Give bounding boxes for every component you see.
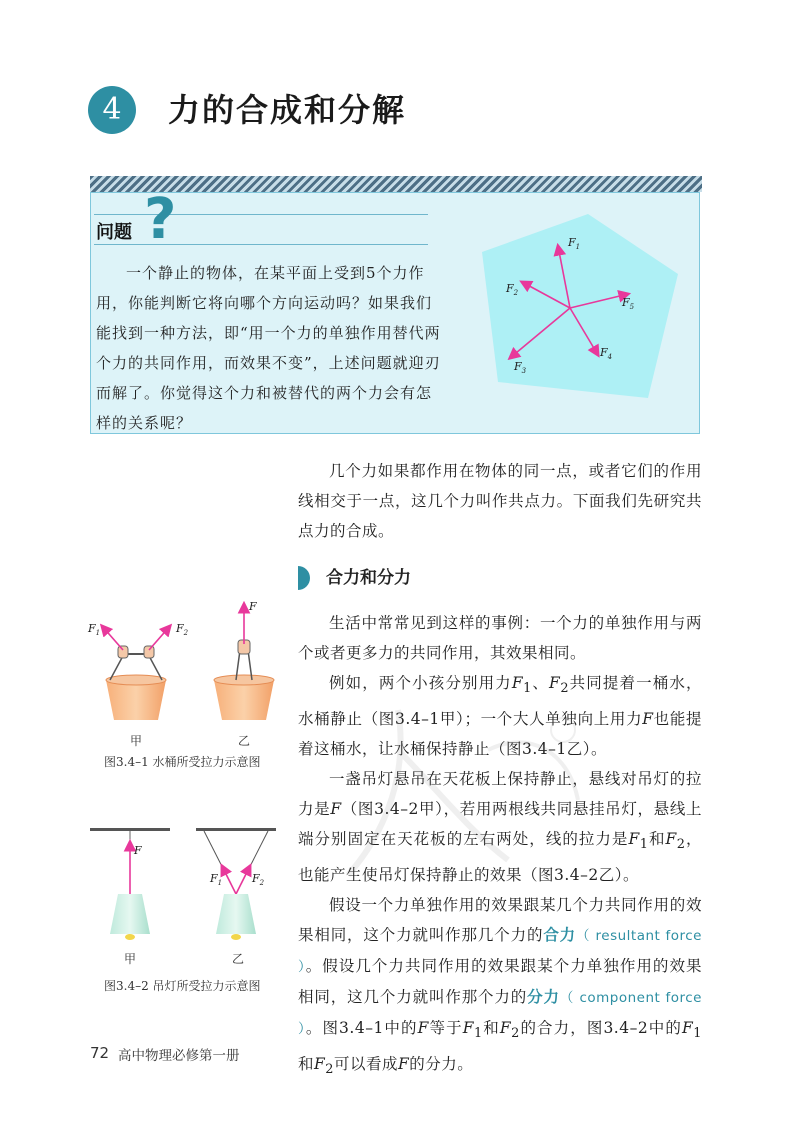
label-f5: $F_5$ [622, 296, 635, 311]
problem-text: 一个静止的物体，在某平面上受到5个力作用，你能判断它将向哪个方向运动吗？如果我们能找到一种方法，即“用一个力的单独作用替代两个力的共同作用，而效果不变”，上述问题就迎刃而解了。你觉得这个力和被替代的两个力会有怎样的关系呢？ [96, 264, 441, 432]
watermark-logo [338, 690, 598, 880]
fig2-label-f1: $F_1$ [210, 872, 223, 887]
label-f3: $F_3$ [514, 360, 527, 375]
paragraph-3: 一盏吊灯悬吊在天花板上保持静止，悬线对吊灯的拉力是F（图3.4–2甲），若用两根线共同悬挂吊灯，悬线上端分别固定在天花板的左右两处，线的拉力是$F_1$和$F_2$，也能产生使吊灯保持静止的效果（图3.4–2乙）。 [298, 770, 702, 885]
question-mark-icon: ? [144, 187, 177, 252]
bucket-left [102, 626, 170, 720]
section-number-badge: 4 [88, 86, 136, 134]
fig1-label-f2: $F_2$ [176, 622, 189, 637]
fig1-label-yi: 乙 [238, 734, 251, 748]
problem-box-hatch-border [90, 176, 702, 192]
figure1-caption: 图3.4–1 水桶所受拉力示意图 [104, 755, 261, 769]
bucket-right [214, 604, 274, 720]
page-title: 力的合成和分解 [168, 91, 407, 129]
fig1-label-f1: $F_1$ [88, 622, 101, 637]
subsection-title: 合力和分力 [326, 568, 411, 588]
five-forces-diagram [470, 210, 690, 410]
label-f1: $F_1$ [568, 236, 581, 251]
label-f4: $F_4$ [600, 346, 613, 361]
term-resultant-force: 合力 [543, 925, 577, 945]
label-f2: $F_2$ [506, 282, 519, 297]
fig1-label-jia: 甲 [130, 734, 143, 748]
figure2-caption: 图3.4–2 吊灯所受拉力示意图 [104, 979, 261, 993]
figure-3-4-2-lamp [86, 822, 286, 952]
fig2-label-yi: 乙 [232, 952, 245, 966]
fig2-label-jia: 甲 [124, 952, 137, 966]
intro-paragraph: 几个力如果都作用在物体的同一点，或者它们的作用线相交于一点，这几个力叫作共点力。下面我们先研究共点力的合成。 [298, 462, 702, 540]
term-component-force: 分力 [527, 987, 560, 1007]
paragraph-2: 例如，两个小孩分别用力$F_1$、$F_2$共同提着一桶水，水桶静止（图3.4–1甲）；一个大人单独向上用力F也能提着这桶水，让水桶保持静止（图3.4–1乙）。 [298, 674, 702, 759]
page-number: 72 [90, 1044, 110, 1062]
fig1-label-f: F [249, 600, 257, 613]
fig2-label-f2: $F_2$ [252, 872, 265, 887]
book-title: 高中物理必修第一册 [118, 1048, 240, 1064]
paragraph-1: 生活中常常见到这样的事例：一个力的单独作用与两个或者更多力的共同作用，其效果相同。 [298, 614, 702, 662]
paragraph-4: 假设一个力单独作用的效果跟某几个力共同作用的效果相同，这个力就叫作那几个力的合力（ resultant force ）。假设几个力共同作用的效果跟某个力单独作用的效果相同，这几个力就叫作那个力的分力（ component force ）。图3.4–1中的F等于$F_1$和$F_2$的合力，图3.4–2中的$F_1$和$F_2$可以看成F的分力。 [298, 896, 702, 1078]
figure-3-4-1-bucket [86, 600, 286, 750]
subsection-marker [298, 566, 310, 590]
problem-label: 问题 [96, 222, 132, 243]
fig2-label-f: F [134, 844, 142, 857]
